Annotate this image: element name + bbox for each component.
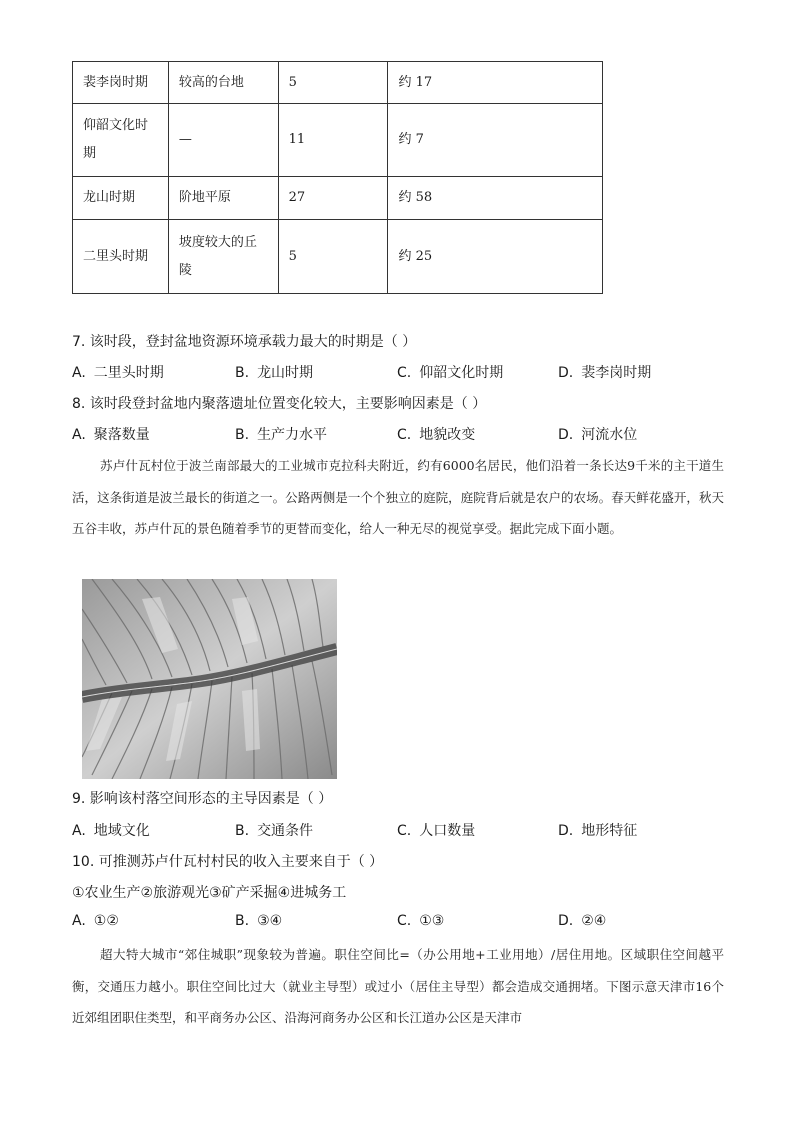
table-cell: 坡度较大的丘陵	[168, 220, 278, 294]
question-9-option-b[interactable]	[235, 820, 313, 840]
table-cell: 约 58	[388, 177, 603, 220]
option-letter: B.	[235, 823, 250, 839]
passage-village: 苏卢什瓦村位于波兰南部最大的工业城市克拉科夫附近，约有6000名居民，他们沿着一条长达9千米的主干道生活，这条街道是波兰最长的街道之一。公路两侧是一个个独立的庭院，庭院背后就是农户的农场。春天鲜花盛开，秋天五谷丰收，苏卢什瓦的景色随着季节的更替而变化，给人一种无尽的视觉享受。据此完成下面小题。	[72, 458, 724, 536]
option-letter: A.	[72, 365, 86, 381]
option-letter: D.	[558, 427, 574, 443]
question-9-stem: 9. 影响该村落空间形态的主导因素是（ ）	[72, 791, 333, 807]
option-letter: B.	[235, 913, 250, 929]
question-7-option-c[interactable]	[397, 362, 503, 382]
table-cell: —	[168, 104, 278, 177]
table-cell: 裴李岗时期	[73, 62, 169, 104]
option-letter: A.	[72, 427, 86, 443]
table-cell: 仰韶文化时期	[73, 104, 169, 177]
question-10-stem: 10. 可推测苏卢什瓦村村民的收入主要来自于（ ）	[72, 854, 384, 870]
table-row	[73, 62, 603, 104]
table-cell: 阶地平原	[168, 177, 278, 220]
table-cell: 较高的台地	[168, 62, 278, 104]
option-letter: B.	[235, 427, 250, 443]
option-text: 地貌改变	[419, 427, 476, 443]
option-letter: B.	[235, 365, 250, 381]
village-aerial-photo	[82, 579, 337, 779]
question-7-option-d[interactable]	[558, 362, 651, 382]
passage-tianjin: 超大特大城市“郊住城职”现象较为普遍。职住空间比=（办公用地+工业用地）/居住用地。区域职住空间越平衡，交通压力越小。职住空间比过大（就业主导型）或过小（居住主导型）都会造成交通拥堵。下图示意天津市16个近郊组团职住类型，和平商务办公区、沿海河商务办公区和长江道办公区是天津市	[72, 947, 724, 1025]
question-7-stem: 7. 该时段，登封盆地资源环境承载力最大的时期是（ ）	[72, 334, 417, 350]
table-row	[73, 220, 603, 294]
table-cell: 11	[278, 104, 388, 177]
question-10-option-c[interactable]	[397, 913, 444, 929]
question-8-option-c[interactable]	[397, 424, 475, 444]
option-text: 交通条件	[257, 823, 314, 839]
option-text: 地域文化	[93, 823, 150, 839]
option-text: 人口数量	[419, 823, 476, 839]
question-9-option-a[interactable]	[72, 820, 150, 840]
question-9-option-d[interactable]	[558, 820, 637, 840]
option-letter: A.	[72, 823, 86, 839]
option-text: 裴李岗时期	[581, 365, 652, 381]
option-letter: C.	[397, 427, 412, 443]
question-8-option-d[interactable]	[558, 424, 637, 444]
option-letter: C.	[397, 365, 412, 381]
table-cell: 5	[278, 62, 388, 104]
option-letter: D.	[558, 823, 574, 839]
option-text: ①③	[419, 913, 445, 929]
table-cell: 二里头时期	[73, 220, 169, 294]
option-text: ②④	[581, 913, 607, 929]
question-10-choices: ①农业生产②旅游观光③矿产采掘④进城务工	[72, 885, 347, 901]
option-text: ①②	[93, 913, 119, 929]
question-10-option-d[interactable]	[558, 913, 606, 929]
option-text: 河流水位	[581, 427, 638, 443]
option-text: 聚落数量	[93, 427, 150, 443]
option-text: 龙山时期	[257, 365, 314, 381]
table-cell: 龙山时期	[73, 177, 169, 220]
table-row	[73, 177, 603, 220]
question-10-option-b[interactable]	[235, 913, 282, 929]
table-cell: 约 7	[388, 104, 603, 177]
question-8-option-a[interactable]	[72, 424, 150, 444]
question-7-option-a[interactable]	[72, 362, 164, 382]
option-text: 仰韶文化时期	[419, 365, 504, 381]
question-8-stem: 8. 该时段登封盆地内聚落遗址位置变化较大，主要影响因素是（ ）	[72, 396, 487, 412]
option-letter: A.	[72, 913, 86, 929]
option-text: 二里头时期	[93, 365, 164, 381]
settlement-table	[72, 61, 603, 294]
option-text: ③④	[257, 913, 283, 929]
option-text: 地形特征	[581, 823, 638, 839]
question-10-option-a[interactable]	[72, 913, 119, 929]
option-letter: D.	[558, 365, 574, 381]
table-cell: 约 17	[388, 62, 603, 104]
option-text: 生产力水平	[257, 427, 328, 443]
question-8-option-b[interactable]	[235, 424, 327, 444]
table-row	[73, 104, 603, 177]
question-9-option-c[interactable]	[397, 820, 475, 840]
option-letter: C.	[397, 913, 412, 929]
table-cell: 27	[278, 177, 388, 220]
question-7-option-b[interactable]	[235, 362, 313, 382]
table-cell: 5	[278, 220, 388, 294]
option-letter: D.	[558, 913, 574, 929]
option-letter: C.	[397, 823, 412, 839]
table-cell: 约 25	[388, 220, 603, 294]
